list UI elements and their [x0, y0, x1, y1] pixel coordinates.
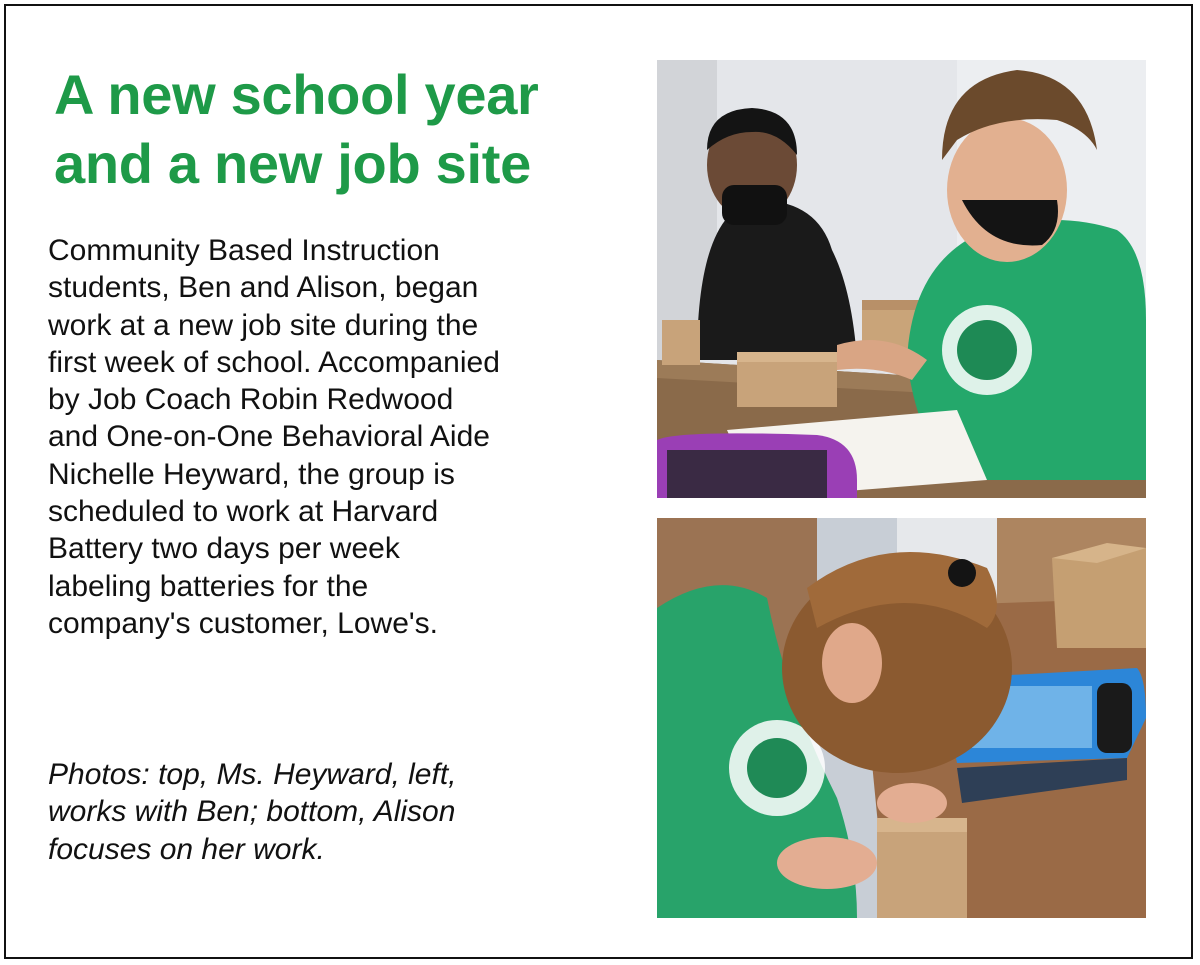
body-line: Battery two days per week: [48, 532, 400, 566]
body-line: work at a new job site during the: [48, 308, 479, 342]
photo-bottom: [657, 518, 1146, 918]
caption-line: focuses on her work.: [48, 832, 325, 866]
headline-line-2: and a new job site: [54, 132, 531, 195]
body-line: students, Ben and Alison, began: [48, 271, 479, 305]
caption-line: Photos: top, Ms. Heyward, left,: [48, 758, 457, 791]
photo-top-illustration: [657, 60, 1146, 498]
body-line: Nichelle Heyward, the group is: [48, 457, 455, 491]
body-line: and One-on-One Behavioral Aide: [48, 420, 490, 454]
article-body: [48, 232, 628, 642]
photo-bottom-illustration: [657, 518, 1146, 918]
headline-line-1: A new school year: [54, 63, 539, 126]
article-headline: [54, 60, 634, 198]
body-line: by Job Coach Robin Redwood: [48, 383, 454, 417]
photo-top: [657, 60, 1146, 498]
body-line: first week of school. Accompanied: [48, 345, 500, 379]
body-line: company's customer, Lowe's.: [48, 606, 438, 640]
body-line: labeling batteries for the: [48, 569, 369, 603]
caption-line: works with Ben; bottom, Alison: [48, 795, 456, 829]
photo-caption: [48, 756, 628, 868]
body-line: Community Based Instruction: [48, 234, 440, 267]
body-line: scheduled to work at Harvard: [48, 495, 439, 529]
